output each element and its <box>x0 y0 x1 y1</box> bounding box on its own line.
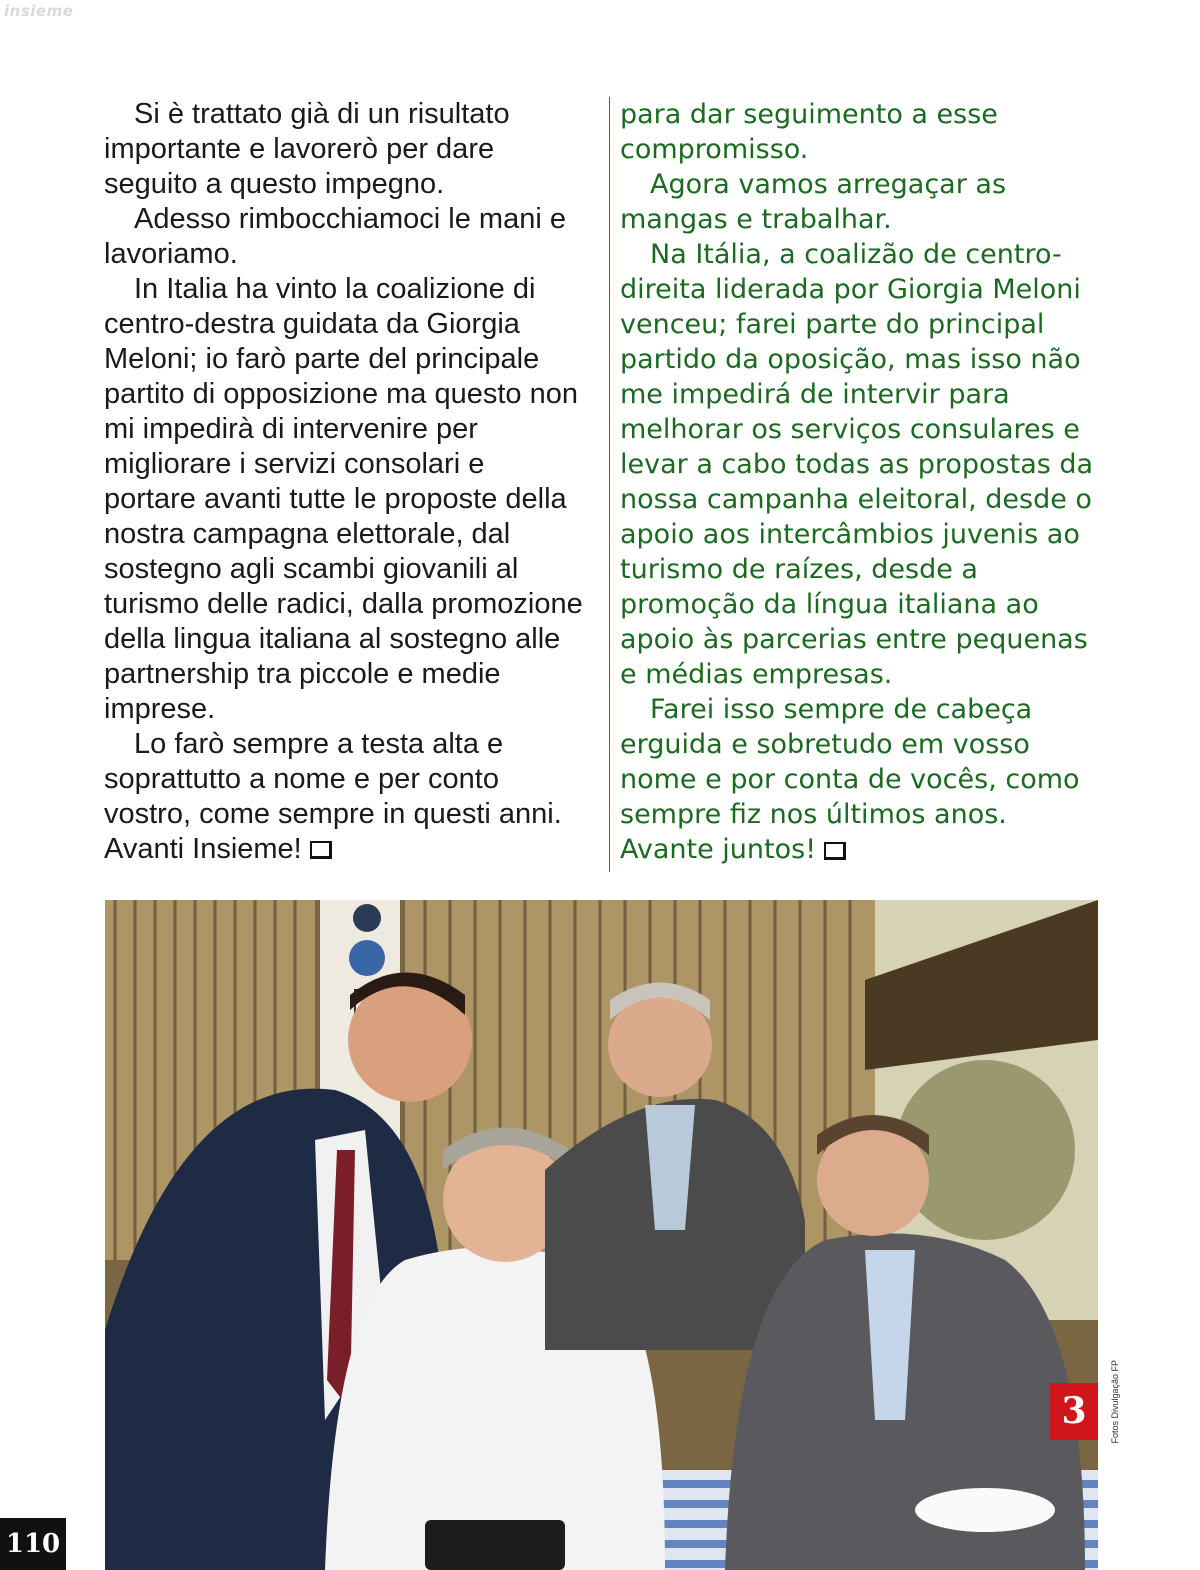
group-photo-illustration <box>105 900 1098 1570</box>
page-number: 110 <box>0 1518 66 1570</box>
italian-paragraph: Si è trattato già di un risultato importante e lavorerò per dare seguito a questo impegno. <box>104 98 510 200</box>
photo-credit: Fotos Divulgação FP <box>1110 1360 1120 1444</box>
photo-number-badge: 3 <box>1050 1383 1098 1440</box>
italian-paragraph <box>104 727 584 867</box>
portuguese-column <box>620 97 1100 867</box>
italian-paragraph: Adesso rimbocchiamoci le mani e lavoriamo. <box>104 203 566 270</box>
group-photo <box>105 900 1098 1570</box>
column-divider <box>609 97 610 872</box>
end-of-article-icon <box>824 842 846 860</box>
italian-column <box>104 97 584 867</box>
italian-closing-text: Lo farò sempre a testa alta e soprattutto a nome e per conto vostro, come sempre in questi anni. Avanti Insieme! <box>104 728 562 865</box>
italian-paragraph: In Italia ha vinto la coalizione di centro-destra guidata da Giorgia Meloni; io farò parte del principale partito di opposizione ma questo non mi impedirà di intervenire per migliorare i servizi consolari e portare avanti tutte le proposte della nostra campagna elettorale, dal sostegno agli scambi giovanili al turismo delle radici, dalla promozione della lingua italiana al sostegno alle partnership tra piccole e medie imprese. <box>104 273 583 725</box>
portuguese-paragraph: para dar seguimento a esse compromisso. <box>620 99 998 165</box>
end-of-article-icon <box>310 841 332 859</box>
portuguese-closing-text: Farei isso sempre de cabeça erguida e sobretudo em vosso nome e por conta de vocês, como sempre fiz nos últimos anos. Avante juntos! <box>620 694 1080 865</box>
portuguese-paragraph: Agora vamos arregaçar as mangas e trabalhar. <box>620 169 1007 235</box>
magazine-tag: insieme <box>4 2 74 20</box>
portuguese-paragraph: Na Itália, a coalizão de centro-direita liderada por Giorgia Meloni venceu; farei parte do principal partido da oposição, mas isso não me impedirá de intervir para melhorar os serviços consulares e levar a cabo todas as propostas da nossa campanha eleitoral, desde o apoio aos intercâmbios juvenis ao turismo de raízes, desde a promoção da língua italiana ao apoio às parcerias entre pequenas e médias empresas. <box>620 239 1094 690</box>
portuguese-paragraph <box>620 692 1100 867</box>
